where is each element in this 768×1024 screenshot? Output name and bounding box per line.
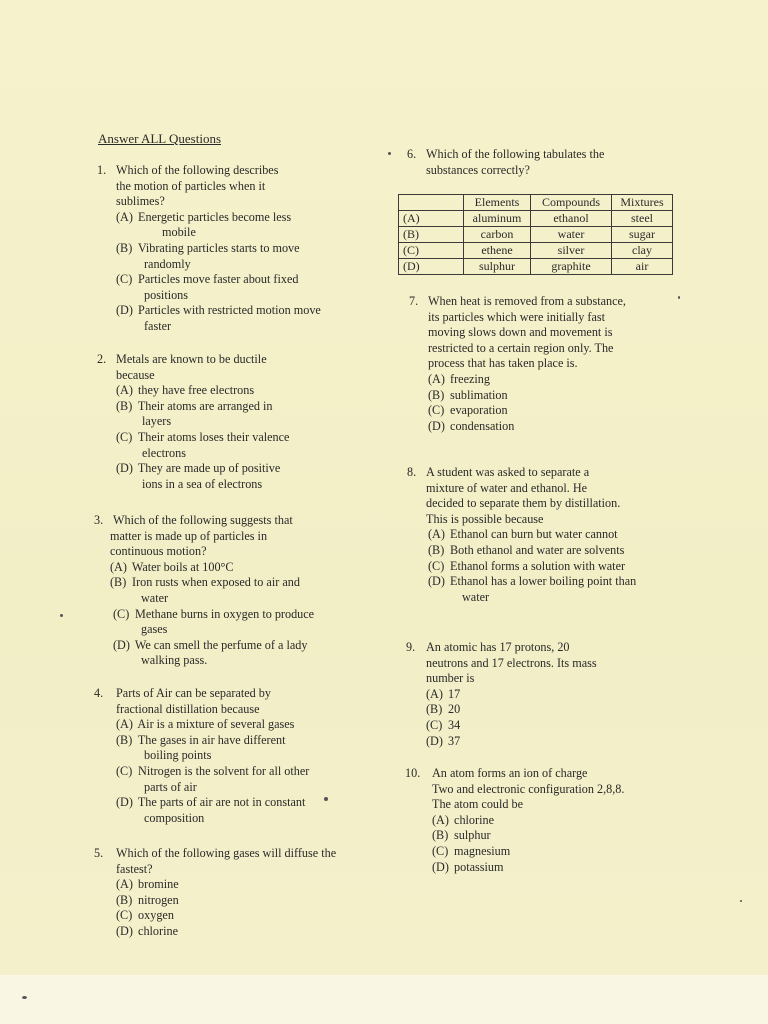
option-label: (C) xyxy=(428,558,445,573)
option-label: (C) xyxy=(428,403,445,418)
option-label: (C) xyxy=(116,429,133,444)
question-number: 1. xyxy=(97,163,107,177)
table-cell: steel xyxy=(612,211,673,227)
option-label: (D) xyxy=(116,795,133,810)
option-text: Ethanol can burn but water cannot xyxy=(450,527,618,542)
question-stem: An atom forms an ion of charge xyxy=(432,766,588,780)
option-label: (D) xyxy=(428,418,445,433)
table-row xyxy=(399,227,673,243)
question-10 xyxy=(405,766,624,875)
table-header: Compounds xyxy=(531,195,612,211)
option-d xyxy=(428,574,636,590)
table-cell: (A) xyxy=(399,211,464,227)
option-text: Their atoms loses their valence xyxy=(137,429,290,444)
option-label: (B) xyxy=(116,240,133,255)
option-text: chlorine xyxy=(138,923,178,938)
scan-speck xyxy=(678,296,680,299)
table-header: Mixtures xyxy=(612,195,673,211)
option-text: Energetic particles become less xyxy=(138,209,292,224)
question-stem: number is xyxy=(426,671,475,686)
option-c xyxy=(116,764,309,780)
option-b xyxy=(110,575,314,591)
option-b xyxy=(426,702,597,718)
option-text: Nitrogen is the solvent for all other xyxy=(138,763,310,778)
option-d xyxy=(432,860,624,876)
option-label: (D) xyxy=(432,859,449,874)
option-a xyxy=(428,372,626,388)
question-stem: The atom could be xyxy=(432,797,524,812)
option-text-continued: walking pass. xyxy=(141,653,208,668)
question-stem: When heat is removed from a substance, xyxy=(428,294,626,308)
option-c xyxy=(116,272,321,288)
option-text-continued: layers xyxy=(142,414,172,429)
option-text: condensation xyxy=(450,418,515,433)
question-stem: An atomic has 17 protons, 20 xyxy=(426,640,570,654)
option-label: (D) xyxy=(113,637,130,652)
scan-margin xyxy=(0,975,768,1024)
question-3 xyxy=(94,513,314,669)
option-label: (B) xyxy=(428,542,445,557)
question-stem: Two and electronic configuration 2,8,8. xyxy=(432,781,625,796)
option-text: oxygen xyxy=(138,908,174,923)
question-6 xyxy=(407,147,604,178)
question-stem: Parts of Air can be separated by xyxy=(116,686,271,700)
option-d xyxy=(426,734,597,750)
question-number: 3. xyxy=(94,513,104,527)
question-stem: mixture of water and ethanol. He xyxy=(426,480,588,495)
option-a xyxy=(116,383,289,399)
question-number: 8. xyxy=(407,465,417,479)
option-label: (C) xyxy=(113,606,130,621)
option-label: (B) xyxy=(428,387,445,402)
option-text: Methane burns in oxygen to produce xyxy=(135,606,315,621)
option-text: The gases in air have different xyxy=(137,732,286,747)
option-c xyxy=(426,718,597,734)
question-4 xyxy=(94,686,309,826)
table-cell: ethanol xyxy=(531,211,612,227)
option-text: chlorine xyxy=(454,812,494,827)
table-cell: air xyxy=(612,259,673,275)
option-b xyxy=(428,543,636,559)
option-text-continued: water xyxy=(462,589,490,604)
option-c xyxy=(432,844,624,860)
option-label: (A) xyxy=(116,717,133,732)
option-text: Air is a mixture of several gases xyxy=(137,717,295,732)
option-a xyxy=(116,717,309,733)
option-text-continued: faster xyxy=(144,318,172,333)
question-stem: because xyxy=(116,367,155,382)
option-text: The parts of air are not in constant xyxy=(137,795,306,810)
option-text: 17 xyxy=(448,686,461,701)
option-text: Their atoms are arranged in xyxy=(137,398,273,413)
table-cell: aluminum xyxy=(464,211,531,227)
option-text: magnesium xyxy=(454,843,511,858)
option-c xyxy=(113,607,314,623)
table-cell: carbon xyxy=(464,227,531,243)
option-label: (C) xyxy=(426,717,443,732)
option-label: (A) xyxy=(116,383,133,398)
option-text-continued: water xyxy=(141,590,169,605)
option-c xyxy=(428,403,626,419)
option-b xyxy=(116,893,336,909)
option-label: (A) xyxy=(426,686,443,701)
option-d xyxy=(428,419,626,435)
option-text: sublimation xyxy=(450,387,508,402)
table-cell: silver xyxy=(531,243,612,259)
option-label: (A) xyxy=(110,559,127,574)
question-stem: continuous motion? xyxy=(110,544,207,559)
option-label: (C) xyxy=(116,908,133,923)
table-row xyxy=(399,211,673,227)
option-text-continued: randomly xyxy=(144,256,191,271)
table-header: Elements xyxy=(464,195,531,211)
option-label: (D) xyxy=(116,923,133,938)
option-b xyxy=(432,828,624,844)
scan-speck xyxy=(388,152,391,155)
question-stem: the motion of particles when it xyxy=(116,178,266,193)
option-b xyxy=(116,399,289,415)
option-label: (D) xyxy=(116,303,133,318)
question-number: 5. xyxy=(94,846,104,860)
option-label: (A) xyxy=(428,527,445,542)
option-label: (B) xyxy=(426,702,443,717)
option-d xyxy=(116,303,321,319)
table-row xyxy=(399,243,673,259)
table-cell: (C) xyxy=(399,243,464,259)
option-label: (B) xyxy=(116,732,133,747)
option-c xyxy=(116,430,289,446)
option-text: nitrogen xyxy=(138,892,179,907)
question-stem: Which of the following suggests that xyxy=(113,513,293,527)
table-cell: (D) xyxy=(399,259,464,275)
option-text: evaporation xyxy=(450,403,508,418)
option-d xyxy=(116,924,336,940)
option-text: Particles with restricted motion move xyxy=(138,303,321,318)
option-label: (C) xyxy=(432,843,449,858)
question-number: 10. xyxy=(405,766,421,780)
option-text-continued: positions xyxy=(144,287,189,302)
option-text: Ethanol has a lower boiling point than xyxy=(450,574,637,589)
question-stem: substances correctly? xyxy=(426,162,530,177)
option-text: potassium xyxy=(454,859,504,874)
option-a xyxy=(116,877,336,893)
option-label: (A) xyxy=(116,877,133,892)
option-text: freezing xyxy=(450,371,490,386)
option-a xyxy=(116,210,321,226)
option-text: Iron rusts when exposed to air and xyxy=(132,575,300,590)
option-b xyxy=(428,388,626,404)
question-stem: decided to separate them by distillation. xyxy=(426,496,621,511)
question-7 xyxy=(409,294,626,434)
option-text-continued: parts of air xyxy=(144,779,197,794)
option-text-continued: boiling points xyxy=(144,748,212,763)
option-text-continued: electrons xyxy=(142,445,186,460)
question-1 xyxy=(97,163,321,335)
option-text: sulphur xyxy=(454,828,491,843)
table-cell: (B) xyxy=(399,227,464,243)
table-cell: sulphur xyxy=(464,259,531,275)
scan-speck xyxy=(22,996,27,999)
question-stem: restricted to a certain region only. The xyxy=(428,340,614,355)
option-a xyxy=(110,560,314,576)
option-d xyxy=(113,638,314,654)
option-label: (D) xyxy=(428,574,445,589)
question-5 xyxy=(94,846,336,940)
option-text: Both ethanol and water are solvents xyxy=(450,542,625,557)
table-cell: clay xyxy=(612,243,673,259)
question-stem: Which of the following tabulates the xyxy=(426,147,605,161)
option-label: (D) xyxy=(426,733,443,748)
option-label: (D) xyxy=(116,461,133,476)
option-label: (B) xyxy=(116,398,133,413)
option-text-continued: mobile xyxy=(162,225,196,240)
option-text: They are made up of positive xyxy=(137,461,281,476)
scan-speck xyxy=(324,797,328,801)
option-text: 37 xyxy=(448,733,461,748)
option-text: We can smell the perfume of a lady xyxy=(134,637,308,652)
option-text: Water boils at 100°C xyxy=(131,559,234,574)
question-stem: Metals are known to be ductile xyxy=(116,352,267,366)
question-stem: its particles which were initially fast xyxy=(428,309,606,324)
page-heading: Answer ALL Questions xyxy=(98,131,222,146)
option-b xyxy=(116,241,321,257)
option-label: (A) xyxy=(116,209,133,224)
option-label: (B) xyxy=(432,828,449,843)
question-number: 7. xyxy=(409,294,419,308)
table-header xyxy=(399,195,464,211)
option-d xyxy=(116,795,309,811)
question-stem: Which of the following describes xyxy=(116,163,279,177)
option-label: (C) xyxy=(116,272,133,287)
option-c xyxy=(116,908,336,924)
option-text: Ethanol forms a solution with water xyxy=(450,558,626,573)
option-text: they have free electrons xyxy=(138,383,255,398)
option-label: (C) xyxy=(116,763,133,778)
table-cell: ethene xyxy=(464,243,531,259)
option-c xyxy=(428,559,636,575)
question-stem: Which of the following gases will diffuse the xyxy=(116,846,337,860)
option-label: (A) xyxy=(432,812,449,827)
option-label: (B) xyxy=(116,892,133,907)
option-label: (A) xyxy=(428,371,445,386)
table-cell: graphite xyxy=(531,259,612,275)
option-a xyxy=(428,527,636,543)
option-label: (B) xyxy=(110,575,127,590)
option-text: Particles move faster about fixed xyxy=(138,272,299,287)
option-text: 20 xyxy=(448,702,461,717)
question-stem: sublimes? xyxy=(116,194,165,209)
table-cell: sugar xyxy=(612,227,673,243)
table-header-row xyxy=(399,195,673,211)
option-text: 34 xyxy=(448,717,461,732)
option-text: Vibrating particles starts to move xyxy=(137,240,300,255)
option-text-continued: composition xyxy=(144,810,205,825)
question-stem: process that has taken place is. xyxy=(428,356,578,371)
scan-speck xyxy=(740,900,742,902)
question-2 xyxy=(97,352,289,492)
table-row xyxy=(399,259,673,275)
question-stem: moving slows down and movement is xyxy=(428,325,613,340)
table-cell: water xyxy=(531,227,612,243)
option-d xyxy=(116,461,289,477)
option-a xyxy=(426,687,597,703)
option-b xyxy=(116,733,309,749)
question-number: 6. xyxy=(407,147,417,161)
substances-table xyxy=(398,194,673,275)
question-8 xyxy=(407,465,636,605)
question-number: 4. xyxy=(94,686,104,700)
option-text: bromine xyxy=(138,877,179,892)
question-stem: This is possible because xyxy=(426,511,544,526)
option-text-continued: gases xyxy=(141,622,168,637)
question-stem: matter is made up of particles in xyxy=(110,528,268,543)
question-stem: fractional distillation because xyxy=(116,701,260,716)
scan-speck xyxy=(60,614,63,617)
option-a xyxy=(432,813,624,829)
question-stem: A student was asked to separate a xyxy=(426,465,590,479)
question-number: 2. xyxy=(97,352,107,366)
question-stem: fastest? xyxy=(116,861,153,876)
question-9 xyxy=(406,640,597,749)
question-number: 9. xyxy=(406,640,416,654)
option-text-continued: ions in a sea of electrons xyxy=(142,476,263,491)
question-stem: neutrons and 17 electrons. Its mass xyxy=(426,655,597,670)
